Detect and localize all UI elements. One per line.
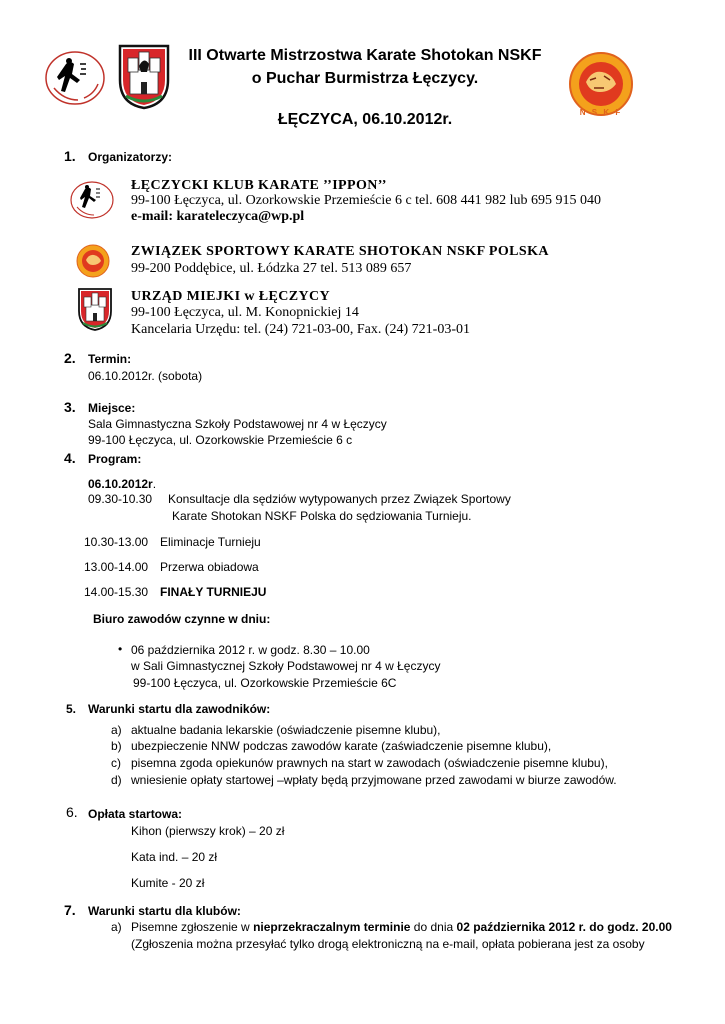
section-7-title: Warunki startu dla klubów: — [88, 904, 241, 918]
section-4-number: 4. — [64, 450, 76, 466]
nskf-logo-text: N S K F — [579, 108, 623, 117]
program-date — [88, 477, 156, 492]
cond-d-letter: d) — [111, 773, 122, 787]
section-6-number: 6. — [66, 804, 78, 820]
cond-c-letter: c) — [111, 756, 121, 770]
org-1-address: 99-100 Łęczyca, ul. Ozorkowskie Przemieście 6 c tel. 608 441 982 lub 695 915 040 — [131, 193, 602, 208]
program-time-1: 09.30-10.30 — [88, 492, 153, 506]
section-2-date: 06.10.2012r. (sobota) — [88, 369, 203, 383]
fee-kihon: Kihon (pierwszy krok) – 20 zł — [131, 824, 285, 838]
club-cond-deadline-date: 02 października 2012 r. do godz. 20.00 — [456, 920, 672, 934]
cond-b-text: ubezpieczenie NNW podczas zawodów karate (zaświadczenie pisemne klubu), — [131, 739, 552, 753]
club-cond-text-2: (Zgłoszenia można przesyłać tylko drogą elektroniczną na e-mail, opłata pobierana jest za osoby — [131, 937, 645, 951]
section-5-number: 5. — [66, 702, 77, 716]
section-3-address: 99-100 Łęczyca, ul. Ozorkowskie Przemieście 6 c — [88, 433, 353, 447]
section-5-title: Warunki startu dla zawodników: — [88, 702, 271, 716]
section-6-title: Opłata startowa: — [88, 807, 183, 821]
org-3-name: URZĄD MIEJKI w ŁĘCZYCY — [131, 289, 330, 304]
program-text-3: Przerwa obiadowa — [160, 560, 259, 574]
office-line-2: w Sali Gimnastycznej Szkoły Podstawowej nr 4 w Łęczycy — [131, 659, 441, 673]
title-line-1: III Otwarte Mistrzostwa Karate Shotokan NSKF — [188, 47, 542, 64]
org-2-address: 99-200 Poddębice, ul. Łódzka 27 tel. 513 089 657 — [131, 261, 412, 276]
section-3-venue: Sala Gimnastyczna Szkoły Podstawowej nr 4 w Łęczycy — [88, 417, 387, 431]
ippon-club-logo — [44, 50, 106, 106]
section-2-number: 2. — [64, 350, 76, 366]
club-cond-letter: a) — [111, 920, 122, 934]
event-date-line: ŁĘCZYCA, 06.10.2012r. — [277, 111, 453, 128]
cond-a-text: aktualne badania lekarskie (oświadczenie pisemne klubu), — [131, 723, 441, 737]
org-1-name: ŁĘCZYCKI KLUB KARATE ’’IPPON’’ — [131, 178, 387, 193]
club-cond-text — [131, 920, 672, 935]
section-4-title: Program: — [88, 452, 142, 466]
program-text-1b: Karate Shotokan NSKF Polska do sędziowania Turnieju. — [172, 509, 472, 523]
club-cond-mid: do dnia — [410, 920, 457, 934]
cond-b-letter: b) — [111, 739, 122, 753]
club-cond-deadline-label: nieprzekraczalnym terminie — [253, 920, 411, 934]
section-1-number: 1. — [64, 148, 76, 164]
org-2-name: ZWIĄZEK SPORTOWY KARATE SHOTOKAN NSKF POLSKA — [131, 244, 549, 259]
section-7-number: 7. — [64, 902, 76, 918]
program-text-2: Eliminacje Turnieju — [160, 535, 261, 549]
program-time-4: 14.00-15.30 — [84, 585, 149, 599]
program-text-1: Konsultacje dla sędziów wytypowanych przez Związek Sportowy — [168, 492, 511, 506]
cond-a-letter: a) — [111, 723, 122, 737]
ippon-small-logo — [70, 180, 114, 220]
org-3-office: Kancelaria Urzędu: tel. (24) 721-03-00, Fax. (24) 721-03-01 — [131, 322, 471, 337]
program-text-4: FINAŁY TURNIEJU — [160, 585, 267, 599]
office-line-3: 99-100 Łęczyca, ul. Ozorkowskie Przemieście 6C — [133, 676, 397, 690]
office-title: Biuro zawodów czynne w dniu: — [93, 612, 271, 626]
section-3-title: Miejsce: — [88, 401, 136, 415]
office-line-1: 06 października 2012 r. w godz. 8.30 – 10.00 — [131, 643, 370, 657]
program-time-3: 13.00-14.00 — [84, 560, 149, 574]
cond-c-text: pisemna zgoda opiekunów prawnych na start w zawodach (oświadczenie pisemne klubu), — [131, 756, 608, 770]
fee-kata: Kata ind. – 20 zł — [131, 850, 218, 864]
office-bullet: • — [118, 642, 123, 656]
section-1-title: Organizatorzy: — [88, 150, 173, 164]
city-hall-coat-of-arms-icon — [78, 288, 112, 332]
cond-d-text: wniesienie opłaty startowej –wpłaty będą przyjmowane przed zawodami w biurze zawodów. — [131, 773, 617, 787]
program-date-bold: 06.10.2012r — [88, 477, 153, 491]
section-3-number: 3. — [64, 399, 76, 415]
org-1-email: e-mail: karateleczyca@wp.pl — [131, 209, 305, 224]
org-3-address: 99-100 Łęczyca, ul. M. Konopnickiej 14 — [131, 305, 359, 320]
program-time-2: 10.30-13.00 — [84, 535, 149, 549]
program-date-dot: . — [152, 477, 157, 491]
club-cond-p1: Pisemne zgłoszenie w — [131, 920, 254, 934]
section-2-title: Termin: — [88, 352, 132, 366]
nskf-small-logo — [76, 244, 110, 278]
fee-kumite: Kumite - 20 zł — [131, 876, 205, 890]
title-line-2: o Puchar Burmistrza Łęczycy. — [251, 70, 479, 87]
